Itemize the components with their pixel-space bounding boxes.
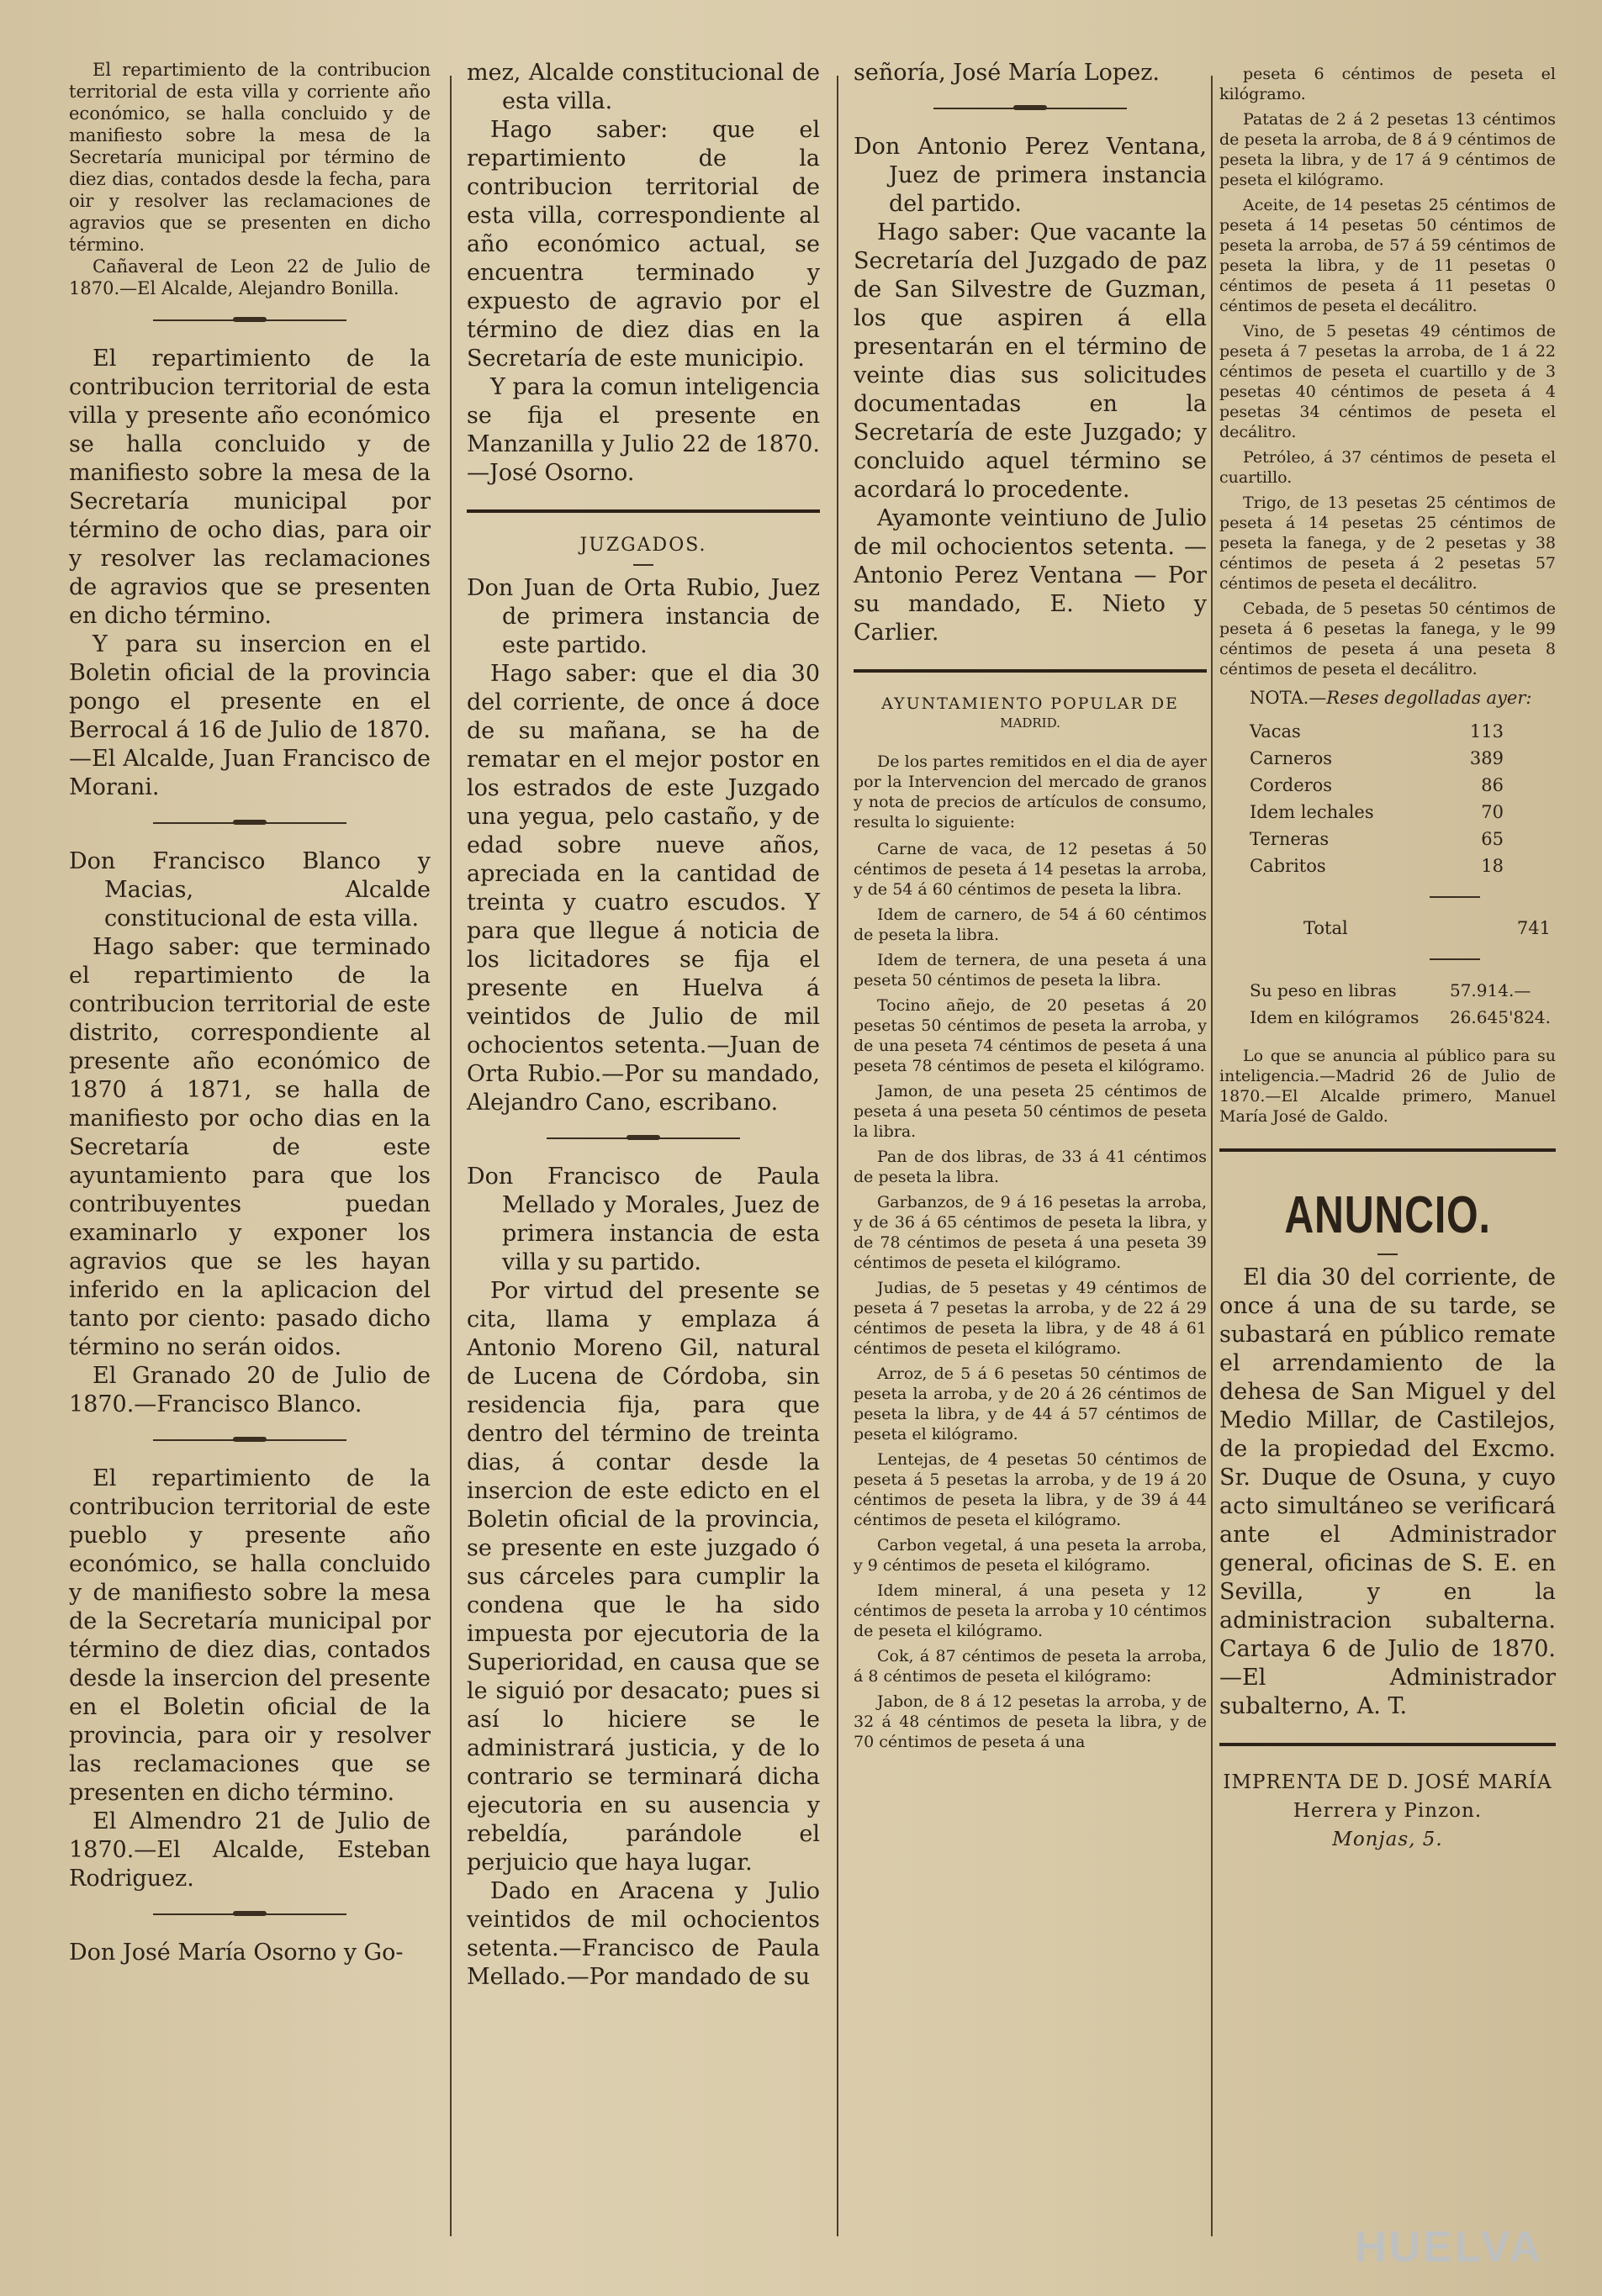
price-item: Idem de carnero, de 54 á 60 céntimos de peseta la libra. [854, 905, 1207, 944]
notice-manzanilla-heading-cont: mez, Alcalde constitucional de esta villa. [467, 60, 820, 114]
reses-value: 65 [1481, 829, 1504, 849]
price-item: Garbanzos, de 9 á 16 pesetas la arroba, y de 36 á 65 céntimos de peseta la libra, y de 78 céntimos de peseta á una peseta 39 céntimos de peseta el kilógramo. [854, 1193, 1207, 1272]
dash-divider [633, 564, 653, 566]
notice-berrocal-sign: Y para su insercion en el Boletin oficial de la provincia pongo el presente en el Berrocal á 16 de Julio de 1870. —El Alcalde, Juan Francisco de Morani. [69, 631, 431, 800]
price-item: peseta 6 céntimos de peseta el kilógramo. [1219, 65, 1556, 103]
dash-divider [1430, 896, 1480, 898]
reses-row [1245, 799, 1509, 826]
nota-heading: NOTA.—Reses degolladas ayer: [1250, 688, 1532, 708]
ornament-divider [153, 1912, 346, 1917]
price-item: Idem mineral, á una peseta y 12 céntimos de peseta la arroba y 10 céntimos de peseta el kilógramo. [854, 1581, 1207, 1640]
section-heading-juzgados: JUZGADOS. [579, 535, 707, 556]
price-list-cont [1219, 64, 1556, 679]
peso-libras-value: 57.914.— [1449, 980, 1531, 1000]
reses-row [1245, 772, 1509, 799]
peso-libras-row [1245, 977, 1556, 1004]
notice-berrocal: El repartimiento de la contribucion territorial de esta villa y presente año económico se halla concluido y de manifiesto sobre la mesa de la Secretaría municipal por término de ocho dias, para oir y resolver las reclamaciones de agravios que se presenten en dicho término. [69, 346, 431, 629]
juzgado-aracena-body: Por virtud del presente se cita, llama y emplaza á Antonio Moreno Gil, natural de Lucena de Córdoba, sin residencia fija, para que dentro del término de treinta dias, á contar desde la insercion de este edicto en el Boletin oficial de la provincia, se presente en este juzgado ó sus cárceles para cumplir la condena que le ha sido impuesta por ejecutoria de la Superioridad, en causa que se le siguió por desacato; pues si así lo hiciere se le administrará justicia, y de lo contrario se terminará dicha ejecutoria en su ausencia y rebeldía, parándole el perjuicio que haya lugar. [467, 1278, 820, 1876]
reses-row [1245, 745, 1509, 772]
dash-divider [1377, 1254, 1398, 1255]
juzgado-aracena-heading: Don Francisco de Paula Mellado y Morales, Juez de primera instancia de esta villa y su partido. [467, 1164, 820, 1275]
notice-manzanilla-body: Hago saber: que el repartimiento de la contribucion territorial de esta villa, correspondiente al año económico actual, se encuentra terminado y expuesto de agravio por el término de diez dias en la Secretaría de este municipio. [467, 117, 820, 372]
notice-manzanilla-sign: Y para la comun inteligencia se fija el presente en Manzanilla y Julio 22 de 1870.—José Osorno. [467, 374, 820, 486]
price-item: Judias, de 5 pesetas y 49 céntimos de peseta á 7 pesetas la arroba, y de 22 á 29 céntimos de peseta la libra, y de 48 á 61 céntimos de peseta el kilógramo. [854, 1279, 1207, 1358]
price-item: Aceite, de 14 pesetas 25 céntimos de peseta á 14 pesetas 50 céntimos de peseta la arroba, de 57 á 59 céntimos de peseta la libra, y de 11 pesetas 0 céntimos de peseta á 11 pesetas 0 céntimos de peseta el decálitro. [1219, 196, 1556, 315]
ornament-divider [153, 1438, 346, 1443]
notice-canaveral: El repartimiento de la contribucion territorial de esta villa y corriente año económico, se halla concluido y de manifiesto sobre la mesa de la Secretaría municipal por término de diez dias, contados desde la fecha, para oir y resolver las reclamaciones de agravios que se presenten en dicho término. [69, 60, 431, 255]
price-list [854, 839, 1207, 1752]
peso-kilos-value: 26.645'824. [1449, 1007, 1551, 1027]
dash-divider [1430, 958, 1480, 960]
section-rule [854, 669, 1207, 673]
price-item: Pan de dos libras, de 33 á 41 céntimos de peseta la libra. [854, 1148, 1207, 1186]
reses-row [1245, 718, 1509, 745]
juzgado-ayamonte-heading: Don Antonio Perez Ventana, Juez de primera instancia del partido. [854, 134, 1207, 217]
total-label: Total [1303, 918, 1348, 938]
price-item: Jabon, de 8 á 12 pesetas la arroba, y de 32 á 48 céntimos de peseta la libra, y de 70 céntimos de peseta á una [854, 1692, 1207, 1751]
total-row [1245, 915, 1556, 942]
reses-name: Terneras [1250, 829, 1330, 849]
price-item: Tocino añejo, de 20 pesetas á 20 pesetas 50 céntimos de peseta la arroba, y de una peseta 74 céntimos de peseta á una peseta 78 céntimos de peseta el kilógramo. [854, 996, 1207, 1075]
price-item: Idem de ternera, de una peseta á una peseta 50 céntimos de peseta la libra. [854, 951, 1207, 990]
juzgado-huelva-heading: Don Juan de Orta Rubio, Juez de primera instancia de este partido. [467, 575, 820, 658]
imprenta-line: IMPRENTA DE D. JOSÉ MARÍA Herrera y Pinzon. [1223, 1771, 1552, 1822]
price-item: Cok, á 87 céntimos de peseta la arroba, á 8 céntimos de peseta el kilógramo: [854, 1647, 1207, 1686]
price-item: Patatas de 2 á 2 pesetas 13 céntimos de peseta la arroba, de 8 á 9 céntimos de peseta la libra, y de 17 á 9 céntimos de peseta el kilógramo. [1219, 110, 1556, 189]
price-item: Lentejas, de 4 pesetas 50 céntimos de peseta á 5 pesetas la arroba, y de 19 á 20 céntimos de peseta la libra, y de 39 á 44 céntimos de peseta el kilógramo. [854, 1450, 1207, 1529]
price-item: Petróleo, á 37 céntimos de peseta el cuartillo. [1219, 448, 1556, 487]
ayuntamiento-heading: AYUNTAMIENTO POPULAR DE [881, 694, 1179, 713]
notice-canaveral-sign: Cañaveral de Leon 22 de Julio de 1870.—El Alcalde, Alejandro Bonilla. [69, 256, 431, 298]
reses-row [1245, 826, 1509, 852]
peso-table [1245, 977, 1556, 1031]
reses-row [1245, 852, 1509, 879]
ayuntamiento-subheading: MADRID. [1000, 715, 1060, 731]
column-3 [854, 59, 1207, 2262]
column-1 [69, 59, 431, 2262]
column-2 [467, 59, 820, 2262]
imprenta-address: Monjas, 5. [1332, 1829, 1443, 1850]
price-item: Vino, de 5 pesetas 49 céntimos de peseta á 7 pesetas la arroba, de 1 á 22 céntimos de peseta el cuartillo y de 3 pesetas 40 céntimos de peseta á 4 pesetas 34 céntimos de peseta el decálitro. [1219, 322, 1556, 441]
juzgado-ayamonte-sign: Ayamonte veintiuno de Julio de mil ochocientos setenta. —Antonio Perez Ventana — Por su mandado, E. Nieto y Carlier. [854, 505, 1207, 646]
price-item: Jamon, de una peseta 25 céntimos de peseta á una peseta 50 céntimos de peseta la libra. [854, 1082, 1207, 1141]
ayuntamiento-intro: De los partes remitidos en el dia de ayer por la Intervencion del mercado de granos y nota de precios de artículos de consumo, resulta lo siguiente: [854, 752, 1207, 831]
section-rule [467, 509, 820, 513]
juzgado-ayamonte-body: Hago saber: Que vacante la Secretaría del Juzgado de paz de San Silvestre de Guzman, los que aspiren á ella presentarán en el término de veinte dias sus solicitudes documentadas en la Secretaría de este Juzgado; y concluido aquel término se acordará lo procedente. [854, 219, 1207, 503]
juzgado-huelva-body: Hago saber: que el dia 30 del corriente, de once á doce de su mañana, se ha de rematar en el mejor postor en los estrados de este Juzgado una yegua, pelo castaño, y de edad sobre nueve años, apreciada en la cantidad de treinta y cuatro escudos. Y para que llegue á noticia de los licitadores se fija el presente en Huelva á veintidos de Julio de mil ochocientos setenta.—Juan de Orta Rubio.—Por su mandado, Alejandro Cano, escribano. [467, 661, 820, 1116]
price-item: Trigo, de 13 pesetas 25 céntimos de peseta á 14 pesetas 25 céntimos de peseta la fanega, y de 2 pesetas y 38 céntimos de peseta á 2 pesetas 57 céntimos de peseta el decálitro. [1219, 494, 1556, 593]
notice-granado-sign: El Granado 20 de Julio de 1870.—Francisco Blanco. [69, 1363, 431, 1417]
reses-name: Corderos [1250, 775, 1333, 795]
reses-name: Carneros [1250, 748, 1333, 768]
anuncio-title: ANUNCIO. [1284, 1186, 1491, 1244]
reses-table [1245, 718, 1509, 879]
notice-granado-body: Hago saber: que terminado el repartimiento de la contribucion territorial de este distrito, correspondiente al presente año económico de 1870 á 1871, se halla de manifiesto por ocho dias en la Secretaría de este ayuntamiento para que los contribuyentes puedan examinarlo y exponer los agravios que se les hayan inferido en la aplicacion del tanto por ciento: pasado dicho término no serán oidos. [69, 934, 431, 1360]
column-rule [450, 76, 452, 2236]
juzgado-aracena-sign-cont: señoría, José María Lopez. [854, 60, 1160, 86]
column-4 [1219, 59, 1556, 2262]
peso-kilos-label: Idem en kilógramos [1250, 1007, 1420, 1027]
ornament-divider [933, 106, 1127, 111]
reses-value: 70 [1481, 802, 1504, 822]
column-rule [837, 76, 838, 2236]
ayuntamiento-closing: Lo que se anuncia al público para su inteligencia.—Madrid 26 de Julio de 1870.—El Alcalde primero, Manuel María José de Galdo. [1219, 1047, 1556, 1126]
ornament-divider [153, 318, 346, 323]
section-rule [1219, 1148, 1556, 1152]
notice-manzanilla-heading: Don José María Osorno y Go- [69, 1940, 404, 1966]
total-table [1245, 915, 1556, 942]
archive-stamp: HUELVA [1354, 2223, 1543, 2272]
reses-name: Vacas [1250, 721, 1301, 742]
price-item: Carbon vegetal, á una peseta la arroba, y 9 céntimos de peseta el kilógramo. [854, 1536, 1207, 1575]
reses-value: 18 [1481, 856, 1504, 876]
notice-granado-heading: Don Francisco Blanco y Macias, Alcalde constitucional de esta villa. [69, 848, 431, 932]
total-value: 741 [1516, 918, 1551, 938]
notice-almendro-sign: El Almendro 21 de Julio de 1870.—El Alcalde, Esteban Rodriguez. [69, 1808, 431, 1892]
reses-name: Cabritos [1250, 856, 1326, 876]
ornament-divider [153, 821, 346, 826]
column-rule [1211, 76, 1213, 2236]
ornament-divider [547, 1136, 740, 1141]
reses-value: 113 [1469, 721, 1504, 742]
juzgado-aracena-sign: Dado en Aracena y Julio veintidos de mil ochocientos setenta.—Francisco de Paula Mellado.—Por mandado de su [467, 1878, 820, 1990]
section-rule [1219, 1743, 1556, 1746]
notice-almendro: El repartimiento de la contribucion territorial de este pueblo y presente año económico, se halla concluido y de manifiesto sobre la mesa de la Secretaría municipal por término de diez dias, contados desde la insercion del presente en el Boletin oficial de la provincia, para oir y resolver las reclamaciones que se presenten en dicho término. [69, 1465, 431, 1806]
reses-name: Idem lechales [1250, 802, 1374, 822]
price-item: Arroz, de 5 á 6 pesetas 50 céntimos de peseta la arroba, y de 20 á 26 céntimos de peseta la libra, y de 44 á 57 céntimos de peseta el kilógramo. [854, 1364, 1207, 1444]
reses-value: 86 [1481, 775, 1504, 795]
price-item: Carne de vaca, de 12 pesetas á 50 céntimos de peseta á 14 pesetas la arroba, y de 54 á 60 céntimos de peseta la libra. [854, 840, 1207, 899]
peso-kilos-row [1245, 1004, 1556, 1031]
price-item: Cebada, de 5 pesetas 50 céntimos de peseta á 6 pesetas la fanega, y le 99 céntimos de peseta á una peseta 8 céntimos de peseta el decálitro. [1219, 599, 1556, 678]
anuncio-body: El dia 30 del corriente, de once á una de su tarde, se subastará en público remate el arrendamiento de la dehesa de San Miguel y del Medio Millar, de Castilejos, de la propiedad del Excmo. Sr. Duque de Osuna, y cuyo acto simultáneo se verificará ante el Administrador general, oficinas de S. E. en Sevilla, y en la administracion subalterna. Cartaya 6 de Julio de 1870. —El Administrador subalterno, A. T. [1219, 1264, 1556, 1719]
reses-value: 389 [1469, 748, 1504, 768]
peso-libras-label: Su peso en libras [1250, 980, 1397, 1000]
